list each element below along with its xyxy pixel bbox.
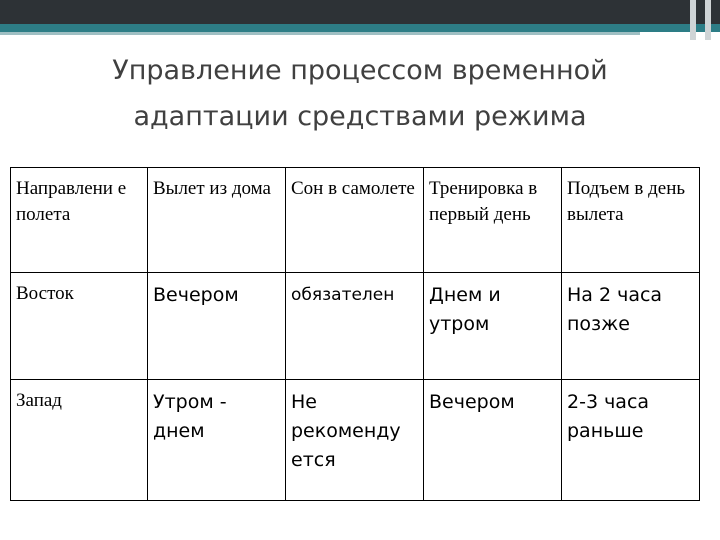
banner-accent-band xyxy=(0,24,720,32)
cell-departure: Вечером xyxy=(148,273,286,380)
top-banner xyxy=(0,0,720,24)
cell-sleep: Не рекоменду ется xyxy=(286,380,424,501)
cell-direction: Восток xyxy=(11,273,148,380)
header-cell-departure: Вылет из дома xyxy=(148,168,286,273)
banner-stripe xyxy=(705,0,711,40)
slide-title-line-1: Управление процессом временной xyxy=(112,55,608,86)
slide-title xyxy=(0,48,720,140)
table-header-row xyxy=(11,168,700,273)
table-row xyxy=(11,380,700,501)
banner-accent-line xyxy=(0,32,640,35)
cell-wakeup: На 2 часа позже xyxy=(562,273,700,380)
header-cell-training: Тренировка в первый день xyxy=(424,168,562,273)
cell-direction: Запад xyxy=(11,380,148,501)
table-row xyxy=(11,273,700,380)
cell-sleep: обязателен xyxy=(286,273,424,380)
cell-wakeup: 2-3 часа раньше xyxy=(562,380,700,501)
cell-training: Днем и утром xyxy=(424,273,562,380)
cell-departure: Утром - днем xyxy=(148,380,286,501)
adaptation-table xyxy=(10,167,700,501)
banner-stripe xyxy=(690,0,696,40)
header-cell-direction: Направлени е полета xyxy=(11,168,148,273)
header-cell-sleep: Сон в самолете xyxy=(286,168,424,273)
header-cell-wakeup: Подъем в день вылета xyxy=(562,168,700,273)
cell-training: Вечером xyxy=(424,380,562,501)
slide-title-line-2: адаптации средствами режима xyxy=(133,101,587,132)
